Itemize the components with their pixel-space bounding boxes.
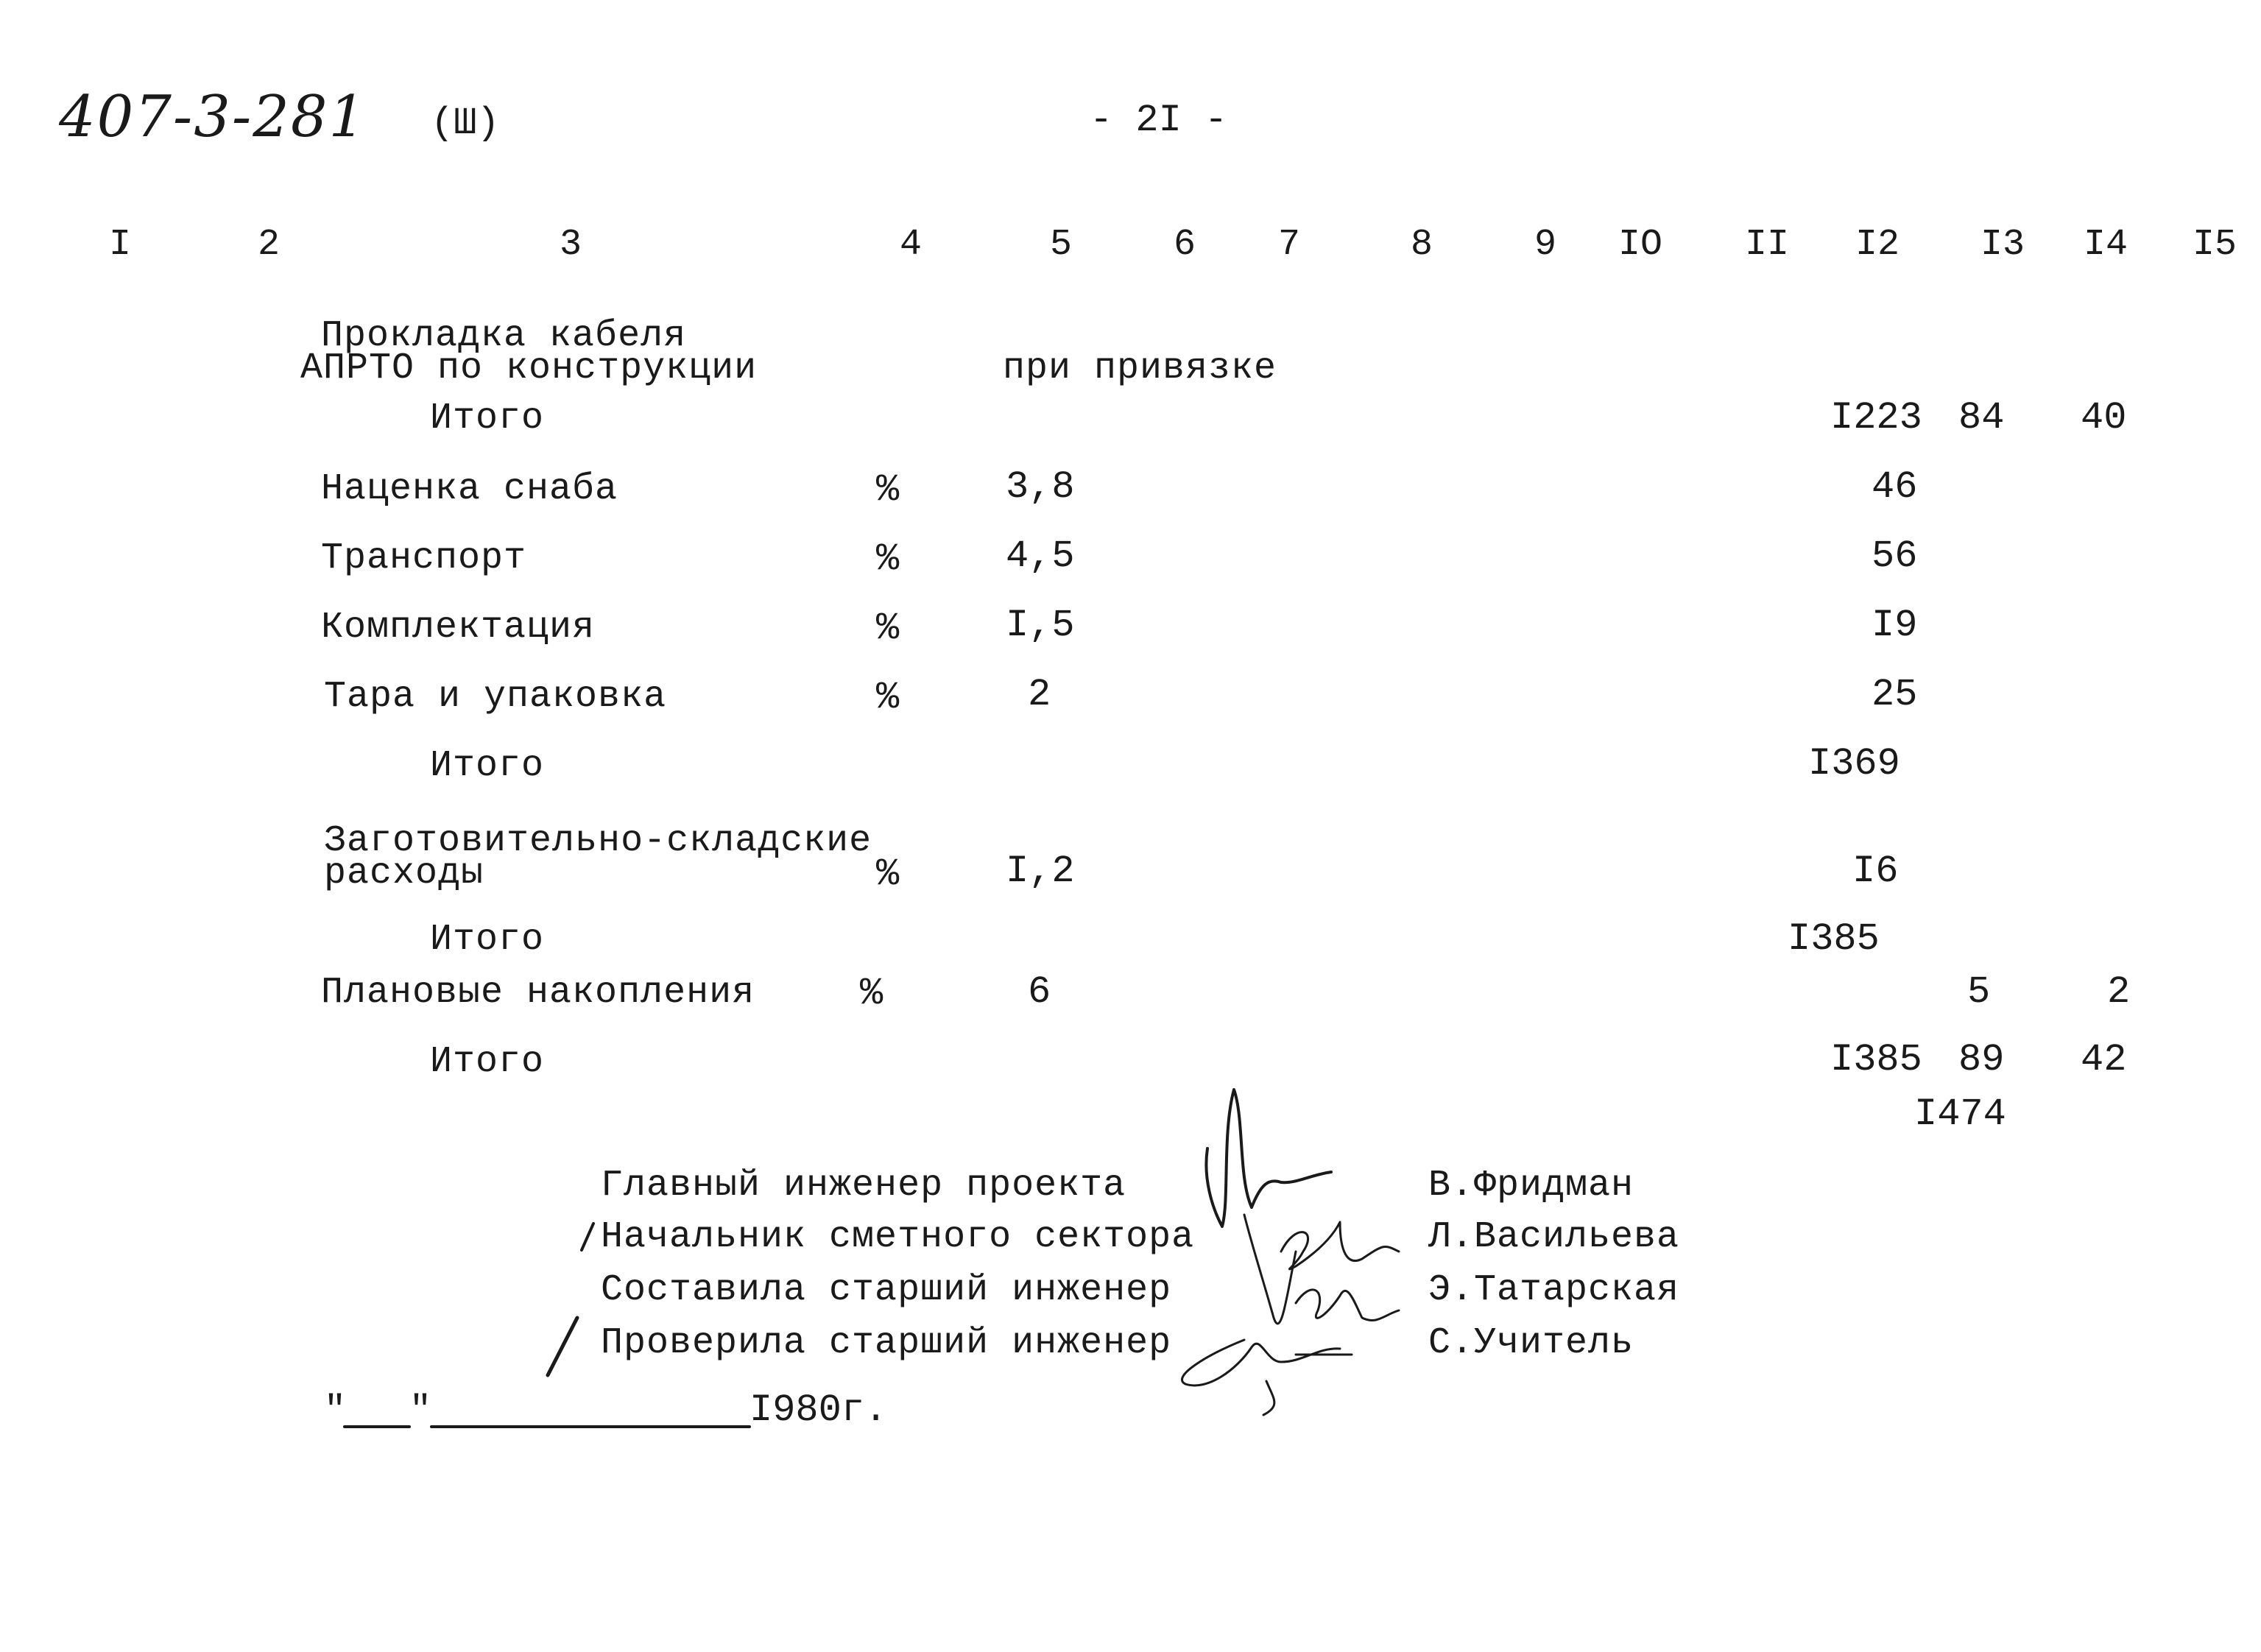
signature: [1281, 1222, 1399, 1269]
col-10: IO: [1618, 224, 1663, 266]
cell-col12: I223: [1830, 396, 1922, 440]
subtotal-label: Итого: [430, 398, 545, 440]
cell-col14: 40: [2081, 396, 2127, 440]
rate: 2: [1028, 673, 1051, 716]
col-4: 4: [900, 224, 923, 266]
col-5: 5: [1050, 224, 1073, 266]
date-quote-open: ": [324, 1390, 348, 1432]
signature: [1206, 1090, 1331, 1226]
date-quote-close: ": [409, 1390, 433, 1432]
item-note: при привязке: [1003, 347, 1277, 389]
col-15: I5: [2193, 224, 2237, 266]
col-11: II: [1745, 224, 1790, 266]
rate: 6: [1028, 970, 1051, 1014]
signer-name: В.Фридман: [1428, 1165, 1634, 1207]
item-label: Комплектация: [321, 607, 596, 649]
cell-col12: I385: [1788, 917, 1880, 961]
item-label: Наценка снаба: [321, 468, 618, 510]
item-label-line1: Заготовительно-складские: [324, 820, 872, 862]
tick-mark: [548, 1318, 577, 1375]
signature: [1244, 1215, 1296, 1324]
page-number: - 2I -: [1090, 99, 1228, 142]
item-label-line2: расходы: [324, 853, 484, 894]
col-9: 9: [1534, 224, 1557, 266]
item-label: Транспорт: [321, 537, 527, 579]
col-2: 2: [258, 224, 281, 266]
cell-col14: 42: [2081, 1038, 2127, 1081]
subtotal-label: Итого: [430, 919, 545, 961]
signer-name: С.Учитель: [1428, 1322, 1634, 1364]
signature: [1296, 1290, 1399, 1321]
tick-mark: [582, 1224, 593, 1250]
item-label-line1: Прокладка кабеля: [321, 315, 687, 357]
signature: [1182, 1340, 1352, 1415]
unit: %: [860, 972, 883, 1015]
col-7: 7: [1278, 224, 1301, 266]
col-6: 6: [1174, 224, 1196, 266]
rate: I,2: [1006, 850, 1075, 893]
item-label: Плановые накопления: [321, 972, 755, 1014]
cell-col13: 89: [1958, 1038, 2005, 1081]
subtotal-label: Итого: [430, 1041, 545, 1083]
col-1: I: [109, 224, 132, 266]
cell-col13: 84: [1958, 396, 2005, 440]
cell-col14: 2: [2107, 970, 2131, 1014]
signer-role: Начальник сметного сектора: [601, 1216, 1195, 1258]
cell-col12: I385: [1830, 1038, 1922, 1081]
col-12: I2: [1855, 224, 1900, 266]
doc-code: 407-3-281: [59, 84, 367, 150]
cell-col13: 5: [1967, 970, 1991, 1014]
cell-col12: I9: [1872, 604, 1918, 647]
rate: I,5: [1006, 604, 1075, 647]
cell-col12: I6: [1852, 850, 1899, 893]
signer-role: Главный инженер проекта: [601, 1165, 1126, 1207]
col-14: I4: [2084, 224, 2128, 266]
unit: %: [876, 676, 900, 719]
rate: 4,5: [1006, 534, 1075, 578]
unit: %: [876, 607, 900, 650]
cell-col12: I369: [1808, 742, 1900, 786]
item-label-line2: АПРТО по конструкции: [300, 347, 758, 389]
rate: 3,8: [1006, 465, 1075, 509]
unit: %: [876, 537, 900, 581]
section-mark: (Ш): [431, 102, 500, 145]
cell-col12: 56: [1872, 534, 1918, 578]
signer-name: Э.Татарская: [1428, 1269, 1680, 1311]
col-3: 3: [560, 224, 582, 266]
signer-name: Л.Васильева: [1428, 1216, 1680, 1258]
subtotal-label: Итого: [430, 745, 545, 787]
col-13: I3: [1980, 224, 2025, 266]
col-8: 8: [1411, 224, 1433, 266]
date-year: I980г.: [749, 1388, 888, 1432]
signer-role: Составила старший инженер: [601, 1269, 1172, 1311]
item-label: Тара и упаковка: [324, 676, 667, 718]
cell-col12: 25: [1872, 673, 1918, 716]
signer-role: Проверила старший инженер: [601, 1322, 1172, 1364]
unit: %: [876, 853, 900, 896]
unit: %: [876, 468, 900, 512]
cell-col12: 46: [1872, 465, 1918, 509]
grand-total: I474: [1914, 1092, 2006, 1136]
